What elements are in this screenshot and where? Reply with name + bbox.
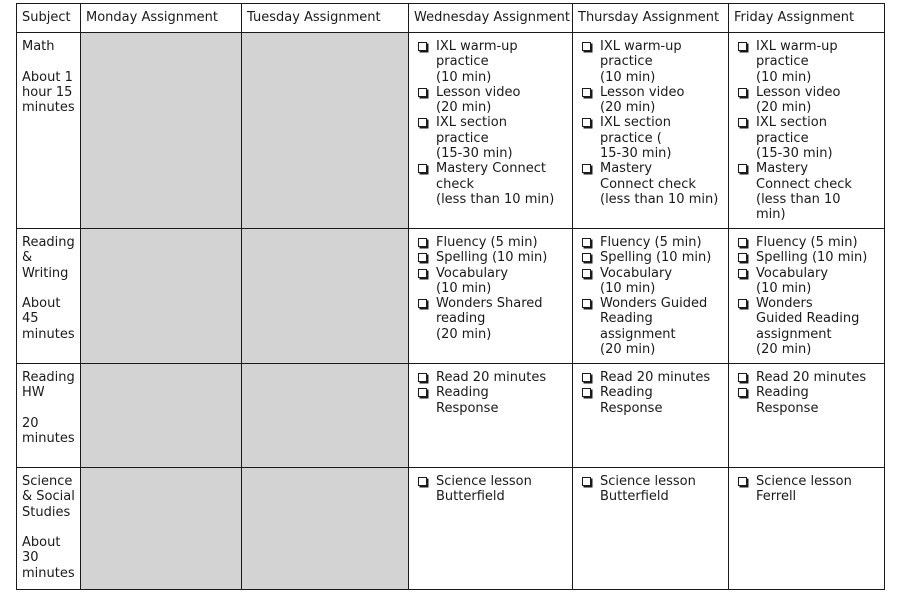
- task-text: Read 20 minutes: [600, 370, 711, 385]
- task-text: IXL section practice (15-30 min): [756, 115, 833, 162]
- checkbox-icon[interactable]: [418, 299, 427, 308]
- header-thursday: Thursday Assignment: [573, 4, 729, 33]
- friday-cell: [729, 468, 885, 590]
- subject-name: Reading & Writing: [22, 235, 75, 281]
- task-item: [415, 474, 568, 505]
- task-text: Lesson video (20 min): [436, 84, 521, 116]
- task-item: [415, 161, 568, 207]
- checkbox-icon[interactable]: [418, 164, 427, 173]
- task-list: [729, 33, 884, 223]
- task-item: [735, 385, 880, 416]
- task-item: [735, 370, 880, 385]
- task-item: [415, 39, 568, 85]
- row-math: [17, 33, 885, 229]
- task-item: [415, 296, 568, 342]
- task-item: [579, 161, 724, 207]
- task-list: [409, 229, 572, 342]
- task-list: [409, 364, 572, 416]
- checkbox-icon[interactable]: [418, 118, 427, 127]
- checkbox-icon[interactable]: [738, 299, 747, 308]
- task-text: Vocabulary (10 min): [756, 265, 829, 296]
- task-list: [409, 468, 572, 505]
- task-text: Spelling (10 min): [600, 250, 712, 266]
- task-item: [735, 250, 880, 265]
- checkbox-icon[interactable]: [738, 253, 747, 262]
- thursday-cell: [573, 229, 729, 364]
- checkbox-icon[interactable]: [418, 269, 427, 278]
- task-item: [735, 115, 880, 161]
- subject-time: 20 minutes: [22, 415, 75, 447]
- row-reading-writing: [17, 229, 885, 364]
- checkbox-icon[interactable]: [582, 88, 591, 97]
- task-text: Reading Response: [436, 385, 499, 416]
- header-tuesday: Tuesday Assignment: [242, 4, 409, 33]
- task-item: [579, 370, 724, 385]
- task-item: [735, 266, 880, 297]
- checkbox-icon[interactable]: [582, 118, 591, 127]
- task-text: Mastery Connect check (less than 10 min): [600, 161, 719, 207]
- wednesday-cell: [409, 364, 573, 468]
- task-text: Wonders Guided Reading assignment (20 min): [756, 296, 860, 358]
- task-item: [579, 235, 724, 250]
- task-list: [729, 229, 884, 357]
- checkbox-icon[interactable]: [738, 164, 747, 173]
- subject-time: About 45 minutes: [22, 296, 75, 342]
- thursday-cell: [573, 468, 729, 590]
- task-text: IXL section practice (15-30 min): [436, 115, 513, 162]
- subject-time: About 30 minutes: [22, 535, 75, 581]
- weekly-assignment-table: [16, 3, 885, 590]
- header-friday: Friday Assignment: [729, 4, 885, 33]
- checkbox-icon[interactable]: [418, 373, 427, 382]
- row-reading-hw: [17, 364, 885, 468]
- task-text: Mastery Connect check (less than 10 min): [756, 161, 852, 223]
- task-text: Lesson video (20 min): [756, 84, 841, 116]
- subject-name: Math: [22, 39, 55, 54]
- tuesday-cell: [242, 468, 409, 590]
- task-item: [579, 85, 724, 116]
- friday-cell: [729, 229, 885, 364]
- checkbox-icon[interactable]: [582, 477, 591, 486]
- task-text: Reading Response: [756, 385, 819, 416]
- task-text: Science lesson Ferrell: [756, 474, 852, 505]
- task-text: IXL section practice ( 15-30 min): [600, 115, 672, 162]
- task-text: IXL warm-up practice (10 min): [600, 39, 682, 85]
- task-text: Science lesson Butterfield: [436, 474, 532, 505]
- friday-cell: [729, 33, 885, 229]
- tuesday-cell: [242, 364, 409, 468]
- task-item: [735, 296, 880, 357]
- task-text: Fluency (5 min): [436, 235, 538, 250]
- task-text: Vocabulary (10 min): [436, 265, 509, 296]
- monday-cell: [81, 468, 242, 590]
- task-item: [735, 85, 880, 116]
- subject-cell: [17, 33, 81, 229]
- task-text: Spelling (10 min): [436, 250, 548, 266]
- checkbox-icon[interactable]: [418, 238, 427, 247]
- checkbox-icon[interactable]: [582, 238, 591, 247]
- task-text: Science lesson Butterfield: [600, 474, 696, 505]
- task-list: [409, 33, 572, 207]
- task-text: Lesson video (20 min): [600, 84, 685, 116]
- checkbox-icon[interactable]: [738, 118, 747, 127]
- row-science-social-studies: [17, 468, 885, 590]
- task-text: Wonders Guided Reading assignment (20 min): [600, 296, 708, 358]
- thursday-cell: [573, 33, 729, 229]
- subject-cell: [17, 364, 81, 468]
- checkbox-icon[interactable]: [738, 477, 747, 486]
- task-item: [579, 250, 724, 265]
- task-item: [415, 235, 568, 250]
- checkbox-icon[interactable]: [738, 88, 747, 97]
- checkbox-icon[interactable]: [582, 164, 591, 173]
- task-item: [579, 474, 724, 505]
- task-text: Fluency (5 min): [756, 235, 858, 250]
- header-monday: Monday Assignment: [81, 4, 242, 33]
- header-row: [17, 4, 885, 33]
- task-text: Read 20 minutes: [756, 370, 867, 385]
- task-text: Fluency (5 min): [600, 235, 702, 250]
- checkbox-icon[interactable]: [738, 42, 747, 51]
- monday-cell: [81, 229, 242, 364]
- task-item: [735, 474, 880, 505]
- task-item: [415, 370, 568, 385]
- task-text: IXL warm-up practice (10 min): [756, 39, 838, 85]
- subject-cell: [17, 229, 81, 364]
- checkbox-icon[interactable]: [418, 42, 427, 51]
- header-subject: Subject: [17, 4, 81, 33]
- checkbox-icon[interactable]: [418, 477, 427, 486]
- checkbox-icon[interactable]: [582, 253, 591, 262]
- tuesday-cell: [242, 33, 409, 229]
- wednesday-cell: [409, 468, 573, 590]
- task-item: [415, 115, 568, 161]
- task-text: Vocabulary (10 min): [600, 265, 673, 296]
- thursday-cell: [573, 364, 729, 468]
- task-list: [573, 468, 728, 505]
- task-text: Reading Response: [600, 385, 663, 416]
- task-text: Wonders Shared reading (20 min): [436, 296, 543, 342]
- task-list: [573, 229, 728, 357]
- header-wednesday: Wednesday Assignment: [409, 4, 573, 33]
- task-text: IXL warm-up practice (10 min): [436, 39, 518, 85]
- checkbox-icon[interactable]: [418, 388, 427, 397]
- checkbox-icon[interactable]: [738, 373, 747, 382]
- task-item: [579, 115, 724, 161]
- checkbox-icon[interactable]: [582, 269, 591, 278]
- task-item: [415, 385, 568, 416]
- checkbox-icon[interactable]: [418, 253, 427, 262]
- wednesday-cell: [409, 33, 573, 229]
- task-list: [573, 33, 728, 207]
- checkbox-icon[interactable]: [582, 388, 591, 397]
- monday-cell: [81, 33, 242, 229]
- checkbox-icon[interactable]: [738, 238, 747, 247]
- task-item: [579, 385, 724, 416]
- checkbox-icon[interactable]: [582, 299, 591, 308]
- task-item: [579, 266, 724, 297]
- task-item: [415, 250, 568, 265]
- task-list: [573, 364, 728, 416]
- checkbox-icon[interactable]: [582, 373, 591, 382]
- subject-name: Reading HW: [22, 370, 75, 401]
- task-list: [729, 364, 884, 416]
- task-item: [735, 235, 880, 250]
- tuesday-cell: [242, 229, 409, 364]
- task-item: [415, 85, 568, 116]
- task-item: [579, 39, 724, 85]
- checkbox-icon[interactable]: [738, 388, 747, 397]
- monday-cell: [81, 364, 242, 468]
- checkbox-icon[interactable]: [418, 88, 427, 97]
- task-item: [415, 266, 568, 297]
- subject-name: Science & Social Studies: [22, 474, 75, 520]
- task-item: [735, 39, 880, 85]
- friday-cell: [729, 364, 885, 468]
- task-text: Spelling (10 min): [756, 250, 868, 266]
- subject-time: About 1 hour 15 minutes: [22, 69, 75, 116]
- task-item: [579, 296, 724, 357]
- checkbox-icon[interactable]: [582, 42, 591, 51]
- task-item: [735, 161, 880, 222]
- wednesday-cell: [409, 229, 573, 364]
- subject-cell: [17, 468, 81, 590]
- task-list: [729, 468, 884, 505]
- task-text: Mastery Connect check (less than 10 min): [436, 161, 555, 207]
- task-text: Read 20 minutes: [436, 370, 547, 385]
- checkbox-icon[interactable]: [738, 269, 747, 278]
